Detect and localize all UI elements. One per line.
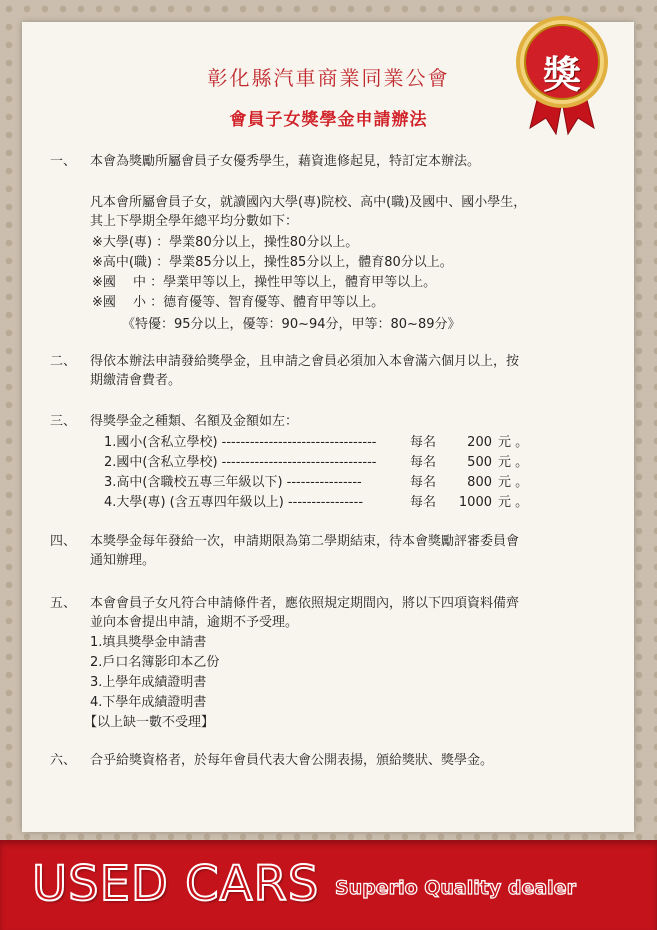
award-row-unit: 元 。 (498, 435, 529, 450)
award-row-unit: 元 。 (498, 475, 529, 490)
section-4-number: 四、 (50, 534, 77, 549)
section-1-number: 一、 (50, 154, 77, 169)
award-row-unit: 元 。 (498, 495, 529, 510)
award-row-category: 1.國小(含私立學校) --------------------------------- (104, 435, 377, 450)
section-3-intro: 得獎學金之種類、名額及金額如左： (90, 414, 299, 429)
section-2-line1: 得依本辦法申請發給獎學金，且申請之會員必須加入本會滿六個月以上，按 (90, 354, 520, 369)
award-row-amount: 1000 (458, 495, 492, 510)
footer-tagline: Superio Quality dealer (335, 877, 576, 899)
footer-brand: USED CARS (32, 856, 320, 912)
award-row-unit: 元 。 (498, 455, 529, 470)
section-2-line2: 期繳清會費者。 (90, 373, 182, 388)
grading-note: 《特優：95分以上，優等：90~94分，甲等：80~89分》 (122, 317, 461, 332)
award-row-amount: 500 (467, 455, 492, 470)
award-row-per: 每名 (410, 455, 437, 470)
section-1-text: 本會為獎勵所屬會員子女優秀學生，藉資進修起見，特訂定本辦法。 (90, 154, 481, 169)
section-5-line2: 並向本會提出申請，逾期不予受理。 (90, 615, 299, 630)
required-doc-item: 4.下學年成績證明書 (90, 695, 207, 710)
award-row-amount: 800 (467, 475, 492, 490)
award-row-category: 4.大學(專) (含五專四年級以上) ---------------- (104, 495, 364, 510)
required-doc-item: 2.戶口名簿影印本乙份 (90, 655, 220, 670)
seal-character: 獎 (542, 52, 581, 97)
section-1-para1: 凡本會所屬會員子女，就讀國內大學(專)院校、高中(職)及國中、國小學生， (90, 195, 527, 210)
criteria-junior-high: ※國 中 ：學業甲等以上，操性甲等以上，體育甲等以上。 (92, 275, 437, 290)
section-4-line2: 通知辦理。 (90, 553, 156, 568)
section-5-line1: 本會會員子女凡符合申請條件者，應依照規定期間內，將以下四項資料備齊 (90, 596, 520, 611)
section-4-line1: 本獎學金每年發給一次，申請期限為第二學期結束，待本會獎勵評審委員會 (90, 534, 520, 549)
page-title: 彰化縣汽車商業同業公會 (207, 66, 450, 90)
criteria-university: ※大學(專) ：學業80分以上，操性80分以上。 (92, 235, 359, 250)
section-3-number: 三、 (50, 414, 77, 429)
section-6-number: 六、 (50, 753, 77, 768)
criteria-senior-high: ※高中(職) ：學業85分以上，操性85分以上，體育80分以上。 (92, 255, 453, 270)
award-row-amount: 200 (467, 435, 492, 450)
award-row-per: 每名 (410, 495, 437, 510)
section-1-para2: 其上下學期全學年總平均分數如下： (90, 214, 299, 229)
page-subtitle: 會員子女獎學金申請辦法 (229, 110, 428, 130)
section-6-text: 合乎給獎資格者，於每年會員代表大會公開表揚，頒給獎狀、獎學金。 (90, 753, 494, 768)
criteria-elementary: ※國 小 ：德育優等、智育優等、體育甲等以上。 (92, 295, 385, 310)
required-doc-item: 1.填具獎學金申請書 (90, 635, 207, 650)
required-doc-note: 【以上缺一數不受理】 (84, 715, 215, 730)
award-row-per: 每名 (410, 435, 437, 450)
award-row-per: 每名 (410, 475, 437, 490)
required-doc-item: 3.上學年成績證明書 (90, 675, 207, 690)
section-5-number: 五、 (50, 596, 77, 611)
award-row-category: 2.國中(含私立學校) --------------------------------- (104, 455, 377, 470)
award-row-category: 3.高中(含職校五專三年級以下) ---------------- (104, 475, 362, 490)
section-2-number: 二、 (50, 354, 77, 369)
